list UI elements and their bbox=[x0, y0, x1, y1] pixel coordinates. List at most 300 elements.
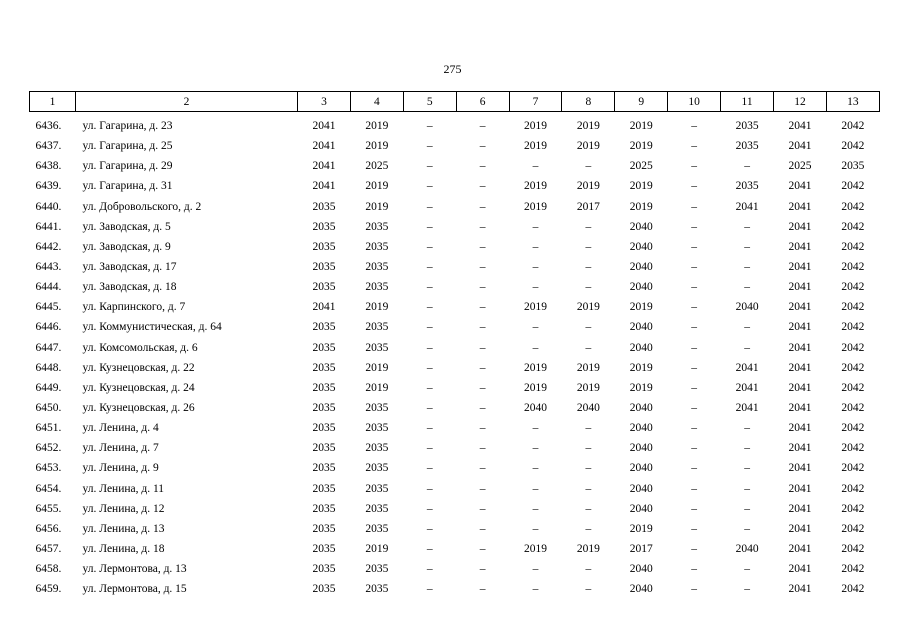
address-cell: ул. Ленина, д. 4 bbox=[82, 422, 159, 435]
row-number-cell: 6445. bbox=[35, 301, 62, 314]
year-cell: 2041 bbox=[788, 140, 812, 153]
year-cell: – bbox=[426, 341, 433, 354]
year-cell: 2041 bbox=[788, 200, 812, 213]
year-cell: – bbox=[426, 442, 433, 455]
year-cell: – bbox=[691, 261, 698, 274]
address-cell: ул. Заводская, д. 5 bbox=[82, 220, 171, 233]
address-cell: ул. Гагарина, д. 25 bbox=[82, 140, 173, 153]
year-cell: – bbox=[585, 341, 592, 354]
year-cell: 2041 bbox=[312, 140, 336, 153]
year-cell: 2042 bbox=[841, 442, 865, 455]
year-cell: 2035 bbox=[312, 361, 336, 374]
year-cell: – bbox=[532, 160, 539, 173]
year-cell: 2035 bbox=[841, 160, 865, 173]
row-number-cell: 6446. bbox=[35, 321, 62, 334]
table-row bbox=[30, 297, 880, 317]
year-cell: 2019 bbox=[576, 301, 600, 314]
year-cell: 2019 bbox=[365, 361, 389, 374]
year-cell: – bbox=[479, 140, 486, 153]
row-number-cell: 6459. bbox=[35, 583, 62, 596]
column-header: 2 bbox=[76, 92, 298, 112]
year-cell: 2035 bbox=[735, 120, 759, 133]
year-cell: 2019 bbox=[524, 301, 547, 314]
year-cell: 2019 bbox=[576, 140, 600, 153]
year-cell: 2035 bbox=[735, 180, 759, 193]
address-cell: ул. Гагарина, д. 29 bbox=[82, 160, 173, 173]
table-row bbox=[30, 358, 880, 378]
year-cell: 2035 bbox=[365, 422, 389, 435]
year-cell: 2035 bbox=[312, 442, 336, 455]
year-cell: – bbox=[691, 321, 698, 334]
column-header: 10 bbox=[668, 92, 721, 112]
year-cell: 2035 bbox=[365, 281, 389, 294]
column-header: 7 bbox=[509, 92, 562, 112]
year-cell: – bbox=[691, 502, 698, 515]
year-cell: – bbox=[426, 381, 433, 394]
table-row bbox=[30, 519, 880, 539]
year-cell: – bbox=[426, 160, 433, 173]
year-cell: 2041 bbox=[788, 301, 812, 314]
row-number-cell: 6437. bbox=[35, 140, 62, 153]
year-cell: 2041 bbox=[788, 321, 812, 334]
year-cell: 2035 bbox=[312, 341, 336, 354]
year-cell: – bbox=[532, 261, 539, 274]
year-cell: – bbox=[426, 220, 433, 233]
year-cell: 2035 bbox=[365, 482, 389, 495]
table-body bbox=[30, 112, 880, 600]
year-cell: 2025 bbox=[629, 160, 653, 173]
year-cell: 2035 bbox=[365, 341, 389, 354]
row-number-cell: 6452. bbox=[35, 442, 62, 455]
year-cell: – bbox=[426, 462, 433, 475]
year-cell: – bbox=[532, 502, 539, 515]
address-cell: ул. Ленина, д. 13 bbox=[82, 522, 165, 535]
year-cell: 2040 bbox=[629, 281, 653, 294]
year-cell: – bbox=[426, 240, 433, 253]
year-cell: 2040 bbox=[629, 482, 653, 495]
year-cell: 2035 bbox=[312, 522, 336, 535]
year-cell: 2019 bbox=[365, 180, 389, 193]
row-number-cell: 6455. bbox=[35, 502, 62, 515]
year-cell: – bbox=[426, 543, 433, 556]
table-row bbox=[30, 197, 880, 217]
year-cell: 2041 bbox=[788, 120, 812, 133]
year-cell: – bbox=[744, 240, 750, 253]
year-cell: 2035 bbox=[312, 281, 336, 294]
year-cell: – bbox=[691, 301, 698, 314]
year-cell: – bbox=[691, 160, 698, 173]
year-cell: 2019 bbox=[524, 361, 547, 374]
year-cell: 2042 bbox=[841, 301, 865, 314]
year-cell: 2025 bbox=[365, 160, 389, 173]
address-cell: ул. Лермонтова, д. 13 bbox=[82, 563, 187, 576]
year-cell: 2040 bbox=[629, 462, 653, 475]
year-cell: – bbox=[532, 281, 539, 294]
year-cell: 2040 bbox=[524, 402, 547, 415]
year-cell: 2025 bbox=[788, 160, 812, 173]
row-number-cell: 6449. bbox=[35, 381, 62, 394]
row-number-cell: 6444. bbox=[35, 281, 62, 294]
year-cell: 2035 bbox=[312, 321, 336, 334]
address-cell: ул. Гагарина, д. 31 bbox=[82, 180, 173, 193]
year-cell: 2041 bbox=[788, 522, 812, 535]
year-cell: – bbox=[691, 180, 698, 193]
table-row bbox=[30, 378, 880, 398]
table-row bbox=[30, 217, 880, 237]
year-cell: – bbox=[744, 442, 750, 455]
table-row bbox=[30, 176, 880, 196]
year-cell: – bbox=[532, 240, 539, 253]
year-cell: 2041 bbox=[312, 160, 336, 173]
year-cell: – bbox=[744, 261, 750, 274]
year-cell: 2035 bbox=[312, 402, 336, 415]
year-cell: – bbox=[426, 200, 433, 213]
year-cell: – bbox=[479, 301, 486, 314]
year-cell: 2040 bbox=[629, 563, 653, 576]
year-cell: 2041 bbox=[788, 583, 812, 596]
year-cell: 2035 bbox=[312, 261, 336, 274]
year-cell: – bbox=[691, 220, 698, 233]
year-cell: – bbox=[479, 281, 486, 294]
year-cell: 2041 bbox=[788, 563, 812, 576]
year-cell: 2035 bbox=[312, 381, 336, 394]
year-cell: – bbox=[426, 281, 433, 294]
year-cell: 2035 bbox=[312, 462, 336, 475]
year-cell: 2042 bbox=[841, 120, 865, 133]
year-cell: 2042 bbox=[841, 200, 865, 213]
table-row bbox=[30, 112, 880, 137]
year-cell: 2041 bbox=[788, 422, 812, 435]
year-cell: – bbox=[744, 482, 750, 495]
year-cell: 2035 bbox=[365, 522, 389, 535]
row-number-cell: 6448. bbox=[35, 361, 62, 374]
year-cell: 2019 bbox=[365, 543, 389, 556]
year-cell: 2041 bbox=[735, 361, 759, 374]
year-cell: 2040 bbox=[629, 341, 653, 354]
year-cell: 2035 bbox=[312, 200, 336, 213]
address-cell: ул. Кузнецовская, д. 24 bbox=[82, 381, 195, 394]
year-cell: – bbox=[744, 422, 750, 435]
year-cell: 2035 bbox=[312, 543, 336, 556]
row-number-cell: 6439. bbox=[35, 180, 62, 193]
table-row bbox=[30, 398, 880, 418]
table-row bbox=[30, 559, 880, 579]
year-cell: 2042 bbox=[841, 321, 865, 334]
year-cell: – bbox=[585, 462, 592, 475]
year-cell: 2019 bbox=[576, 543, 600, 556]
year-cell: – bbox=[691, 563, 698, 576]
year-cell: 2019 bbox=[365, 200, 389, 213]
year-cell: – bbox=[585, 281, 592, 294]
year-cell: 2035 bbox=[312, 240, 336, 253]
year-cell: – bbox=[479, 381, 486, 394]
year-cell: 2035 bbox=[312, 583, 336, 596]
year-cell: 2035 bbox=[365, 220, 389, 233]
year-cell: – bbox=[691, 341, 698, 354]
year-cell: – bbox=[426, 482, 433, 495]
address-cell: ул. Заводская, д. 17 bbox=[82, 261, 177, 274]
column-number-header-row bbox=[30, 92, 880, 112]
year-cell: – bbox=[744, 220, 750, 233]
year-cell: 2019 bbox=[629, 140, 653, 153]
row-number-cell: 6458. bbox=[35, 563, 62, 576]
year-cell: – bbox=[585, 160, 592, 173]
year-cell: 2041 bbox=[312, 301, 336, 314]
year-cell: 2041 bbox=[735, 402, 759, 415]
year-cell: 2042 bbox=[841, 502, 865, 515]
table-row bbox=[30, 338, 880, 358]
year-cell: – bbox=[585, 563, 592, 576]
year-cell: – bbox=[479, 120, 486, 133]
year-cell: 2019 bbox=[629, 301, 653, 314]
year-cell: – bbox=[691, 200, 698, 213]
year-cell: 2040 bbox=[629, 402, 653, 415]
address-cell: ул. Ленина, д. 7 bbox=[82, 442, 159, 455]
year-cell: – bbox=[744, 160, 750, 173]
year-cell: – bbox=[691, 361, 698, 374]
year-cell: 2040 bbox=[629, 422, 653, 435]
year-cell: 2035 bbox=[312, 422, 336, 435]
year-cell: – bbox=[426, 180, 433, 193]
table-row bbox=[30, 499, 880, 519]
year-cell: 2041 bbox=[788, 341, 812, 354]
year-cell: – bbox=[426, 402, 433, 415]
year-cell: – bbox=[479, 321, 486, 334]
year-cell: 2035 bbox=[312, 220, 336, 233]
year-cell: 2035 bbox=[312, 502, 336, 515]
year-cell: 2019 bbox=[365, 301, 389, 314]
year-cell: 2035 bbox=[365, 240, 389, 253]
year-cell: – bbox=[479, 583, 486, 596]
year-cell: 2035 bbox=[365, 261, 389, 274]
year-cell: 2019 bbox=[629, 180, 653, 193]
year-cell: – bbox=[691, 543, 698, 556]
year-cell: 2019 bbox=[524, 140, 547, 153]
year-cell: – bbox=[691, 482, 698, 495]
year-cell: 2041 bbox=[735, 200, 759, 213]
year-cell: 2019 bbox=[365, 120, 389, 133]
table-row bbox=[30, 438, 880, 458]
year-cell: – bbox=[744, 502, 750, 515]
row-number-cell: 6454. bbox=[35, 482, 62, 495]
year-cell: – bbox=[585, 482, 592, 495]
year-cell: – bbox=[691, 120, 698, 133]
year-cell: 2019 bbox=[629, 120, 653, 133]
year-cell: – bbox=[585, 261, 592, 274]
year-cell: 2019 bbox=[365, 381, 389, 394]
address-cell: ул. Комсомольская, д. 6 bbox=[82, 341, 198, 354]
year-cell: 2042 bbox=[841, 281, 865, 294]
row-number-cell: 6440. bbox=[35, 200, 62, 213]
year-cell: – bbox=[479, 482, 486, 495]
address-cell: ул. Заводская, д. 18 bbox=[82, 281, 177, 294]
year-cell: 2041 bbox=[312, 180, 336, 193]
address-cell: ул. Кузнецовская, д. 22 bbox=[82, 361, 195, 374]
year-cell: – bbox=[585, 422, 592, 435]
year-cell: 2019 bbox=[629, 522, 653, 535]
year-cell: 2040 bbox=[629, 240, 653, 253]
year-cell: 2041 bbox=[788, 261, 812, 274]
year-cell: 2019 bbox=[524, 543, 547, 556]
year-cell: 2041 bbox=[788, 543, 812, 556]
table-row bbox=[30, 458, 880, 478]
year-cell: 2019 bbox=[365, 140, 389, 153]
column-header: 5 bbox=[403, 92, 456, 112]
year-cell: 2042 bbox=[841, 482, 865, 495]
row-number-cell: 6456. bbox=[35, 522, 62, 535]
year-cell: – bbox=[585, 321, 592, 334]
year-cell: 2041 bbox=[788, 402, 812, 415]
year-cell: 2035 bbox=[735, 140, 759, 153]
year-cell: – bbox=[532, 422, 539, 435]
year-cell: – bbox=[744, 563, 750, 576]
year-cell: 2019 bbox=[524, 381, 547, 394]
year-cell: 2040 bbox=[629, 502, 653, 515]
year-cell: – bbox=[479, 442, 486, 455]
year-cell: 2019 bbox=[524, 120, 547, 133]
year-cell: – bbox=[426, 502, 433, 515]
column-header: 6 bbox=[456, 92, 509, 112]
year-cell: – bbox=[532, 442, 539, 455]
year-cell: – bbox=[691, 583, 698, 596]
year-cell: 2042 bbox=[841, 583, 865, 596]
year-cell: – bbox=[426, 140, 433, 153]
column-header: 4 bbox=[350, 92, 403, 112]
year-cell: – bbox=[691, 140, 698, 153]
table-row bbox=[30, 539, 880, 559]
column-header: 1 bbox=[30, 92, 76, 112]
year-cell: 2017 bbox=[576, 200, 600, 213]
year-cell: 2041 bbox=[312, 120, 336, 133]
year-cell: 2035 bbox=[365, 462, 389, 475]
address-cell: ул. Гагарина, д. 23 bbox=[82, 120, 173, 133]
year-cell: 2041 bbox=[788, 482, 812, 495]
year-cell: – bbox=[691, 462, 698, 475]
year-cell: 2042 bbox=[841, 140, 865, 153]
year-cell: 2019 bbox=[576, 381, 600, 394]
address-cell: ул. Кузнецовская, д. 26 bbox=[82, 402, 195, 415]
year-cell: 2019 bbox=[576, 120, 600, 133]
year-cell: – bbox=[691, 402, 698, 415]
year-cell: – bbox=[479, 422, 486, 435]
year-cell: 2041 bbox=[788, 502, 812, 515]
year-cell: – bbox=[585, 583, 592, 596]
year-cell: 2019 bbox=[629, 381, 653, 394]
column-header: 12 bbox=[774, 92, 827, 112]
year-cell: – bbox=[479, 200, 486, 213]
row-number-cell: 6438. bbox=[35, 160, 62, 173]
year-cell: 2035 bbox=[312, 563, 336, 576]
year-cell: 2041 bbox=[735, 381, 759, 394]
address-cell: ул. Ленина, д. 12 bbox=[82, 502, 165, 515]
year-cell: – bbox=[532, 583, 539, 596]
table-row bbox=[30, 237, 880, 257]
year-cell: 2040 bbox=[629, 261, 653, 274]
year-cell: 2041 bbox=[788, 180, 812, 193]
address-cell: ул. Ленина, д. 9 bbox=[82, 462, 159, 475]
year-cell: – bbox=[585, 502, 592, 515]
year-cell: 2019 bbox=[576, 180, 600, 193]
column-header: 11 bbox=[721, 92, 774, 112]
year-cell: – bbox=[744, 522, 750, 535]
year-cell: 2041 bbox=[788, 462, 812, 475]
page-number: 275 bbox=[443, 62, 462, 76]
row-number-cell: 6450. bbox=[35, 402, 62, 415]
table-row bbox=[30, 317, 880, 337]
year-cell: 2035 bbox=[365, 583, 389, 596]
year-cell: 2042 bbox=[841, 422, 865, 435]
year-cell: – bbox=[532, 482, 539, 495]
row-number-cell: 6447. bbox=[35, 341, 62, 354]
year-cell: – bbox=[532, 462, 539, 475]
year-cell: – bbox=[744, 341, 750, 354]
address-cell: ул. Добровольского, д. 2 bbox=[82, 200, 202, 213]
year-cell: – bbox=[532, 522, 539, 535]
year-cell: – bbox=[479, 261, 486, 274]
year-cell: – bbox=[479, 361, 486, 374]
year-cell: – bbox=[744, 462, 750, 475]
year-cell: – bbox=[691, 240, 698, 253]
year-cell: – bbox=[532, 563, 539, 576]
row-number-cell: 6442. bbox=[35, 240, 62, 253]
address-cell: ул. Карпинского, д. 7 bbox=[82, 301, 186, 314]
year-cell: 2040 bbox=[629, 442, 653, 455]
year-cell: 2041 bbox=[788, 240, 812, 253]
row-number-cell: 6453. bbox=[35, 462, 62, 475]
year-cell: 2035 bbox=[365, 442, 389, 455]
year-cell: 2042 bbox=[841, 261, 865, 274]
year-cell: 2040 bbox=[629, 220, 653, 233]
year-cell: – bbox=[479, 160, 486, 173]
year-cell: 2042 bbox=[841, 381, 865, 394]
row-number-cell: 6443. bbox=[35, 261, 62, 274]
year-cell: – bbox=[532, 341, 539, 354]
year-cell: 2041 bbox=[788, 361, 812, 374]
year-cell: – bbox=[691, 442, 698, 455]
column-header: 13 bbox=[826, 92, 879, 112]
year-cell: – bbox=[532, 220, 539, 233]
year-cell: 2019 bbox=[629, 200, 653, 213]
year-cell: – bbox=[585, 522, 592, 535]
year-cell: 2041 bbox=[788, 281, 812, 294]
year-cell: – bbox=[585, 220, 592, 233]
schedule-table bbox=[29, 91, 880, 599]
year-cell: – bbox=[691, 381, 698, 394]
column-header: 9 bbox=[615, 92, 668, 112]
row-number-cell: 6436. bbox=[35, 120, 62, 133]
year-cell: 2019 bbox=[576, 361, 600, 374]
year-cell: 2040 bbox=[629, 583, 653, 596]
year-cell: 2041 bbox=[788, 442, 812, 455]
year-cell: 2035 bbox=[365, 321, 389, 334]
table-row bbox=[30, 156, 880, 176]
year-cell: – bbox=[479, 563, 486, 576]
year-cell: – bbox=[426, 301, 433, 314]
row-number-cell: 6457. bbox=[35, 543, 62, 556]
year-cell: 2041 bbox=[788, 220, 812, 233]
year-cell: 2035 bbox=[365, 502, 389, 515]
year-cell: – bbox=[479, 341, 486, 354]
year-cell: – bbox=[426, 563, 433, 576]
row-number-cell: 6451. bbox=[35, 422, 62, 435]
year-cell: – bbox=[426, 321, 433, 334]
year-cell: 2019 bbox=[629, 361, 653, 374]
year-cell: – bbox=[426, 120, 433, 133]
year-cell: – bbox=[744, 321, 750, 334]
year-cell: 2019 bbox=[524, 180, 547, 193]
year-cell: 2035 bbox=[365, 402, 389, 415]
year-cell: – bbox=[585, 442, 592, 455]
